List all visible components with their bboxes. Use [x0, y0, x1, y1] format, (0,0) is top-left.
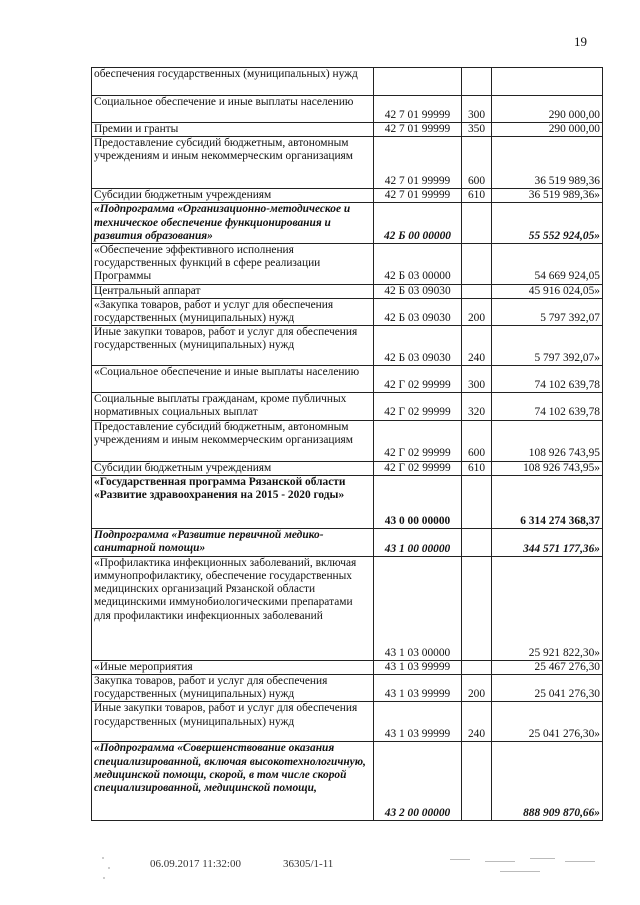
- row-amount-cell: 25 467 276,30: [492, 660, 603, 674]
- row-name-cell: «Обеспечение эффективного исполнения государственных функций в сфере реализации Программы: [92, 244, 374, 285]
- row-expense-type-cell: 240: [462, 702, 492, 742]
- row-code-cell: 42 7 01 99999: [374, 189, 462, 203]
- row-code-cell: 42 Г 02 99999: [374, 366, 462, 393]
- row-expense-type-cell: [462, 742, 492, 821]
- row-amount-cell: 55 552 924,05»: [492, 203, 603, 244]
- table-row: [92, 203, 603, 244]
- row-expense-type-cell: 300: [462, 96, 492, 123]
- row-name-cell: «Государственная программа Рязанской области «Развитие здравоохранения на 2015 - 2020 годы»: [92, 475, 374, 528]
- row-code-cell: 42 Б 03 09030: [374, 298, 462, 325]
- table-row: [92, 123, 603, 137]
- row-expense-type-cell: 600: [462, 137, 492, 189]
- page-number: 19: [574, 34, 587, 49]
- row-name-cell: Центральный аппарат: [92, 284, 374, 298]
- footer-document-number: 36305/1-11: [283, 858, 334, 870]
- row-name-cell: Социальные выплаты гражданам, кроме публичных нормативных социальных выплат: [92, 393, 374, 420]
- table-row: [92, 675, 603, 702]
- row-amount-cell: 108 926 743,95»: [492, 461, 603, 475]
- budget-table-body: [92, 68, 603, 821]
- row-code-cell: 43 1 03 00000: [374, 556, 462, 660]
- row-amount-cell: 290 000,00: [492, 96, 603, 123]
- table-row: [92, 556, 603, 660]
- row-amount-cell: 25 921 822,30»: [492, 556, 603, 660]
- row-code-cell: 43 1 03 99999: [374, 675, 462, 702]
- row-name-cell: «Подпрограмма «Организационно-методическое и техническое обеспечение функционирования и развития образования»: [92, 203, 374, 244]
- row-expense-type-cell: [462, 556, 492, 660]
- row-amount-cell: 74 102 639,78: [492, 366, 603, 393]
- row-code-cell: 42 7 01 99999: [374, 137, 462, 189]
- table-row: [92, 96, 603, 123]
- row-name-cell: Иные закупки товаров, работ и услуг для обеспечения государственных (муниципальных) нужд: [92, 702, 374, 742]
- row-amount-cell: 36 519 989,36: [492, 137, 603, 189]
- row-expense-type-cell: 240: [462, 326, 492, 366]
- row-code-cell: 42 Г 02 99999: [374, 393, 462, 420]
- table-row: [92, 326, 603, 366]
- scan-artifact-right: [440, 855, 600, 881]
- row-name-cell: Предоставление субсидий бюджетным, автономным учреждениям и иным некоммерческим организациям: [92, 137, 374, 189]
- row-expense-type-cell: [462, 528, 492, 556]
- row-name-cell: «Социальное обеспечение и иные выплаты населению: [92, 366, 374, 393]
- scan-artifact-left: [100, 855, 114, 887]
- row-code-cell: 43 0 00 00000: [374, 475, 462, 528]
- row-amount-cell: 5 797 392,07»: [492, 326, 603, 366]
- row-expense-type-cell: 320: [462, 393, 492, 420]
- row-expense-type-cell: 200: [462, 298, 492, 325]
- row-expense-type-cell: 610: [462, 461, 492, 475]
- table-row: [92, 528, 603, 556]
- row-code-cell: 43 1 00 00000: [374, 528, 462, 556]
- row-code-cell: 42 Б 03 09030: [374, 284, 462, 298]
- table-row: [92, 461, 603, 475]
- table-row: [92, 366, 603, 393]
- table-row: [92, 298, 603, 325]
- row-name-cell: Субсидии бюджетным учреждениям: [92, 461, 374, 475]
- table-row: [92, 742, 603, 821]
- row-code-cell: [374, 68, 462, 96]
- budget-table: [91, 67, 603, 821]
- row-expense-type-cell: [462, 475, 492, 528]
- row-amount-cell: 5 797 392,07: [492, 298, 603, 325]
- row-code-cell: 42 Г 02 99999: [374, 461, 462, 475]
- row-name-cell: Закупка товаров, работ и услуг для обеспечения государственных (муниципальных) нужд: [92, 675, 374, 702]
- row-name-cell: Предоставление субсидий бюджетным, автономным учреждениям и иным некоммерческим организациям: [92, 420, 374, 461]
- row-name-cell: Подпрограмма «Развитие первичной медико-санитарной помощи»: [92, 528, 374, 556]
- row-name-cell: обеспечения государственных (муниципальных) нужд: [92, 68, 374, 96]
- row-amount-cell: 6 314 274 368,37: [492, 475, 603, 528]
- row-amount-cell: 108 926 743,95: [492, 420, 603, 461]
- row-expense-type-cell: 600: [462, 420, 492, 461]
- table-row: [92, 420, 603, 461]
- row-name-cell: «Профилактика инфекционных заболеваний, включая иммунопрофилактику, обеспечение государственных медицинских организаций Рязанской области медицинскими иммунобиологическими препаратами для профилактики инфекционных заболеваний: [92, 556, 374, 660]
- table-row: [92, 702, 603, 742]
- table-row: [92, 475, 603, 528]
- row-expense-type-cell: 300: [462, 366, 492, 393]
- row-expense-type-cell: 610: [462, 189, 492, 203]
- footer-timestamp: 06.09.2017 11:32:00: [150, 858, 241, 870]
- row-amount-cell: 888 909 870,66»: [492, 742, 603, 821]
- row-code-cell: 42 7 01 99999: [374, 96, 462, 123]
- row-code-cell: 42 Г 02 99999: [374, 420, 462, 461]
- row-expense-type-cell: [462, 68, 492, 96]
- budget-table-container: [91, 67, 602, 821]
- row-code-cell: 43 1 03 99999: [374, 660, 462, 674]
- row-name-cell: Субсидии бюджетным учреждениям: [92, 189, 374, 203]
- row-amount-cell: 45 916 024,05»: [492, 284, 603, 298]
- row-amount-cell: 290 000,00: [492, 123, 603, 137]
- row-amount-cell: [492, 68, 603, 96]
- row-code-cell: 43 2 00 00000: [374, 742, 462, 821]
- row-code-cell: 42 Б 03 00000: [374, 244, 462, 285]
- row-name-cell: Иные закупки товаров, работ и услуг для обеспечения государственных (муниципальных) нужд: [92, 326, 374, 366]
- row-expense-type-cell: [462, 284, 492, 298]
- row-code-cell: 43 1 03 99999: [374, 702, 462, 742]
- row-expense-type-cell: [462, 244, 492, 285]
- row-code-cell: 42 Б 03 09030: [374, 326, 462, 366]
- row-code-cell: 42 Б 00 00000: [374, 203, 462, 244]
- row-amount-cell: 25 041 276,30»: [492, 702, 603, 742]
- table-row: [92, 137, 603, 189]
- row-amount-cell: 74 102 639,78: [492, 393, 603, 420]
- table-row: [92, 393, 603, 420]
- table-row: [92, 660, 603, 674]
- table-row: [92, 284, 603, 298]
- table-row: [92, 68, 603, 96]
- row-amount-cell: 36 519 989,36»: [492, 189, 603, 203]
- row-name-cell: Премии и гранты: [92, 123, 374, 137]
- row-name-cell: Социальное обеспечение и иные выплаты населению: [92, 96, 374, 123]
- row-amount-cell: 344 571 177,36»: [492, 528, 603, 556]
- row-expense-type-cell: [462, 660, 492, 674]
- row-name-cell: «Подпрограмма «Совершенствование оказания специализированной, включая высокотехнологичную, медицинской помощи, скорой, в том числе скорой специализированной, медицинской помощи,: [92, 742, 374, 821]
- row-expense-type-cell: 200: [462, 675, 492, 702]
- row-expense-type-cell: 350: [462, 123, 492, 137]
- row-name-cell: «Иные мероприятия: [92, 660, 374, 674]
- row-amount-cell: 54 669 924,05: [492, 244, 603, 285]
- row-name-cell: «Закупка товаров, работ и услуг для обеспечения государственных (муниципальных) нужд: [92, 298, 374, 325]
- table-row: [92, 244, 603, 285]
- table-row: [92, 189, 603, 203]
- row-expense-type-cell: [462, 203, 492, 244]
- row-code-cell: 42 7 01 99999: [374, 123, 462, 137]
- row-amount-cell: 25 041 276,30: [492, 675, 603, 702]
